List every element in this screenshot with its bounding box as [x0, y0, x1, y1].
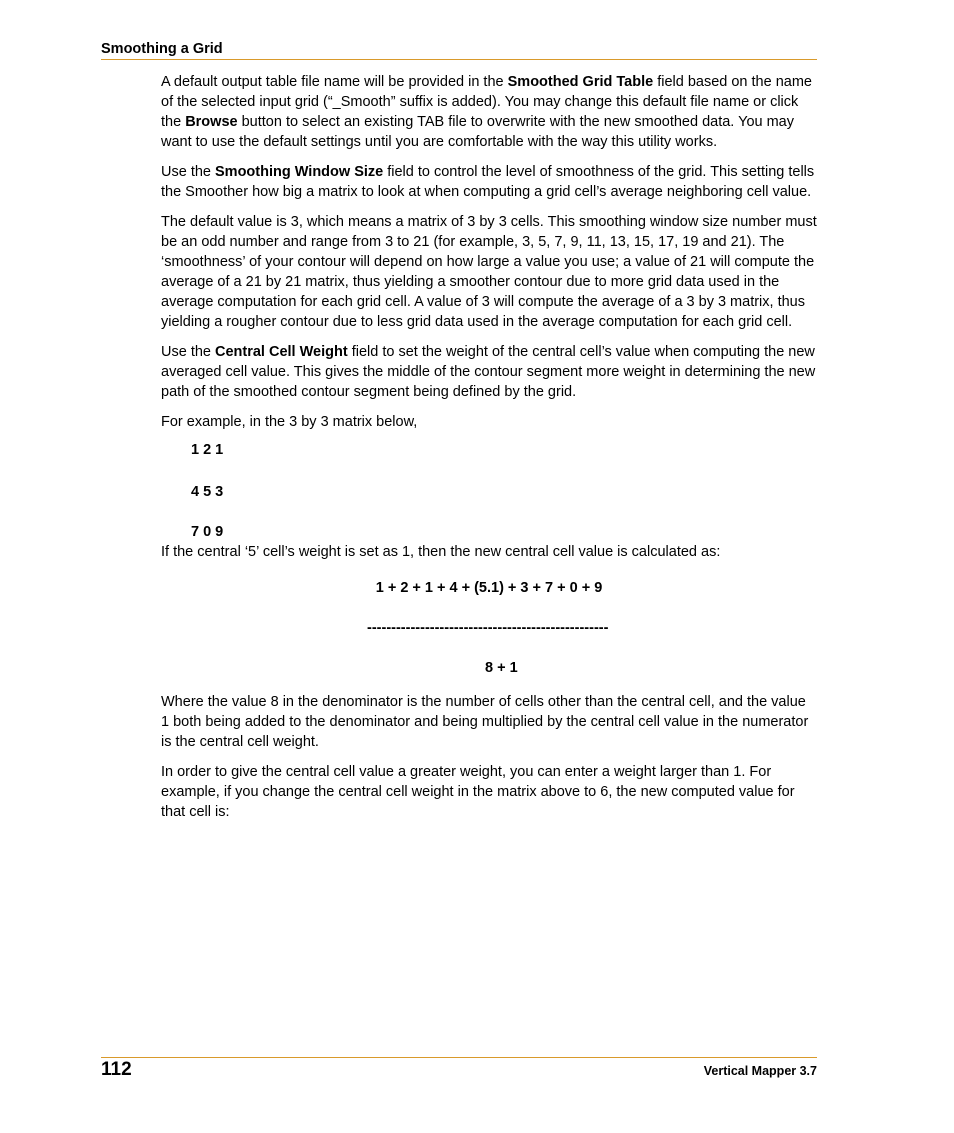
- matrix-row-2: 4 5 3: [191, 484, 224, 500]
- paragraph-weight-one: If the central ‘5’ cell’s weight is set as 1, then the new central cell value is calculated as:: [161, 544, 721, 560]
- matrix-row-1: 1 2 1: [191, 442, 224, 458]
- header-rule: [101, 59, 817, 60]
- term-smoothed-grid-table: Smoothed Grid Table: [507, 74, 654, 90]
- page-number: 112: [101, 1059, 132, 1080]
- formula-numerator: 1 + 2 + 1 + 4 + (5.1) + 3 + 7 + 0 + 9: [375, 580, 603, 596]
- term-browse: Browse: [185, 114, 238, 130]
- paragraph-greater-weight: In order to give the central cell value a greater weight, you can enter a weight larger than 1. For example, if you change the central cell weight in the matrix above to 6, the new computed value for that cell is:: [161, 764, 795, 820]
- document-body: [161, 72, 817, 832]
- formula-fraction-line: --------------------------------------------------: [367, 620, 609, 636]
- paragraph-central-cell-weight: Use the Central Cell Weight field to set the weight of the central cell’s value when computing the new averaged cell value. This gives the middle of the contour segment more weight in determining the new path of the smoothed contour segment being defined by the grid.: [161, 344, 816, 400]
- footer-rule: [101, 1057, 817, 1058]
- matrix-row-3: 7 0 9: [191, 524, 224, 540]
- footer-product-title: Vertical Mapper 3.7: [703, 1064, 817, 1078]
- page-header-title: Smoothing a Grid: [101, 41, 223, 57]
- paragraph-denominator-explanation: Where the value 8 in the denominator is the number of cells other than the central cell, and the value 1 both being added to the denominator and being multiplied by the central cell value in the numerator is the central cell weight.: [161, 694, 809, 750]
- paragraph-default-value: The default value is 3, which means a matrix of 3 by 3 cells. This smoothing window size number must be an odd number and range from 3 to 21 (for example, 3, 5, 7, 9, 11, 13, 15, 17, 19 and 21). The ‘smoothness’ of your contour will depend on how large a value you use; a value of 21 will compute the average of a 21 by 21 matrix, thus yielding a smoother contour due to more grid data used in the average computation for each grid cell. A value of 3 will compute the average of a 3 by 3 matrix, thus yielding a rougher contour due to less grid data used in the average computation for each grid cell.: [161, 214, 817, 330]
- term-smoothing-window-size: Smoothing Window Size: [215, 164, 384, 180]
- formula-denominator: 8 + 1: [485, 660, 518, 676]
- paragraph-example-intro: For example, in the 3 by 3 matrix below,: [161, 414, 418, 430]
- paragraph-output-table: A default output table file name will be provided in the Smoothed Grid Table field based on the name of the selected input grid (“_Smooth” suffix is added). You may change this default file name or click the Browse button to select an existing TAB file to overwrite with the new smoothed data. You may want to use the default settings until you are comfortable with the way this utility works.: [161, 74, 812, 150]
- term-central-cell-weight: Central Cell Weight: [215, 344, 348, 360]
- paragraph-window-size: Use the Smoothing Window Size field to control the level of smoothness of the grid. This setting tells the Smoother how big a matrix to look at when computing a grid cell’s average neighboring cell value.: [161, 164, 815, 200]
